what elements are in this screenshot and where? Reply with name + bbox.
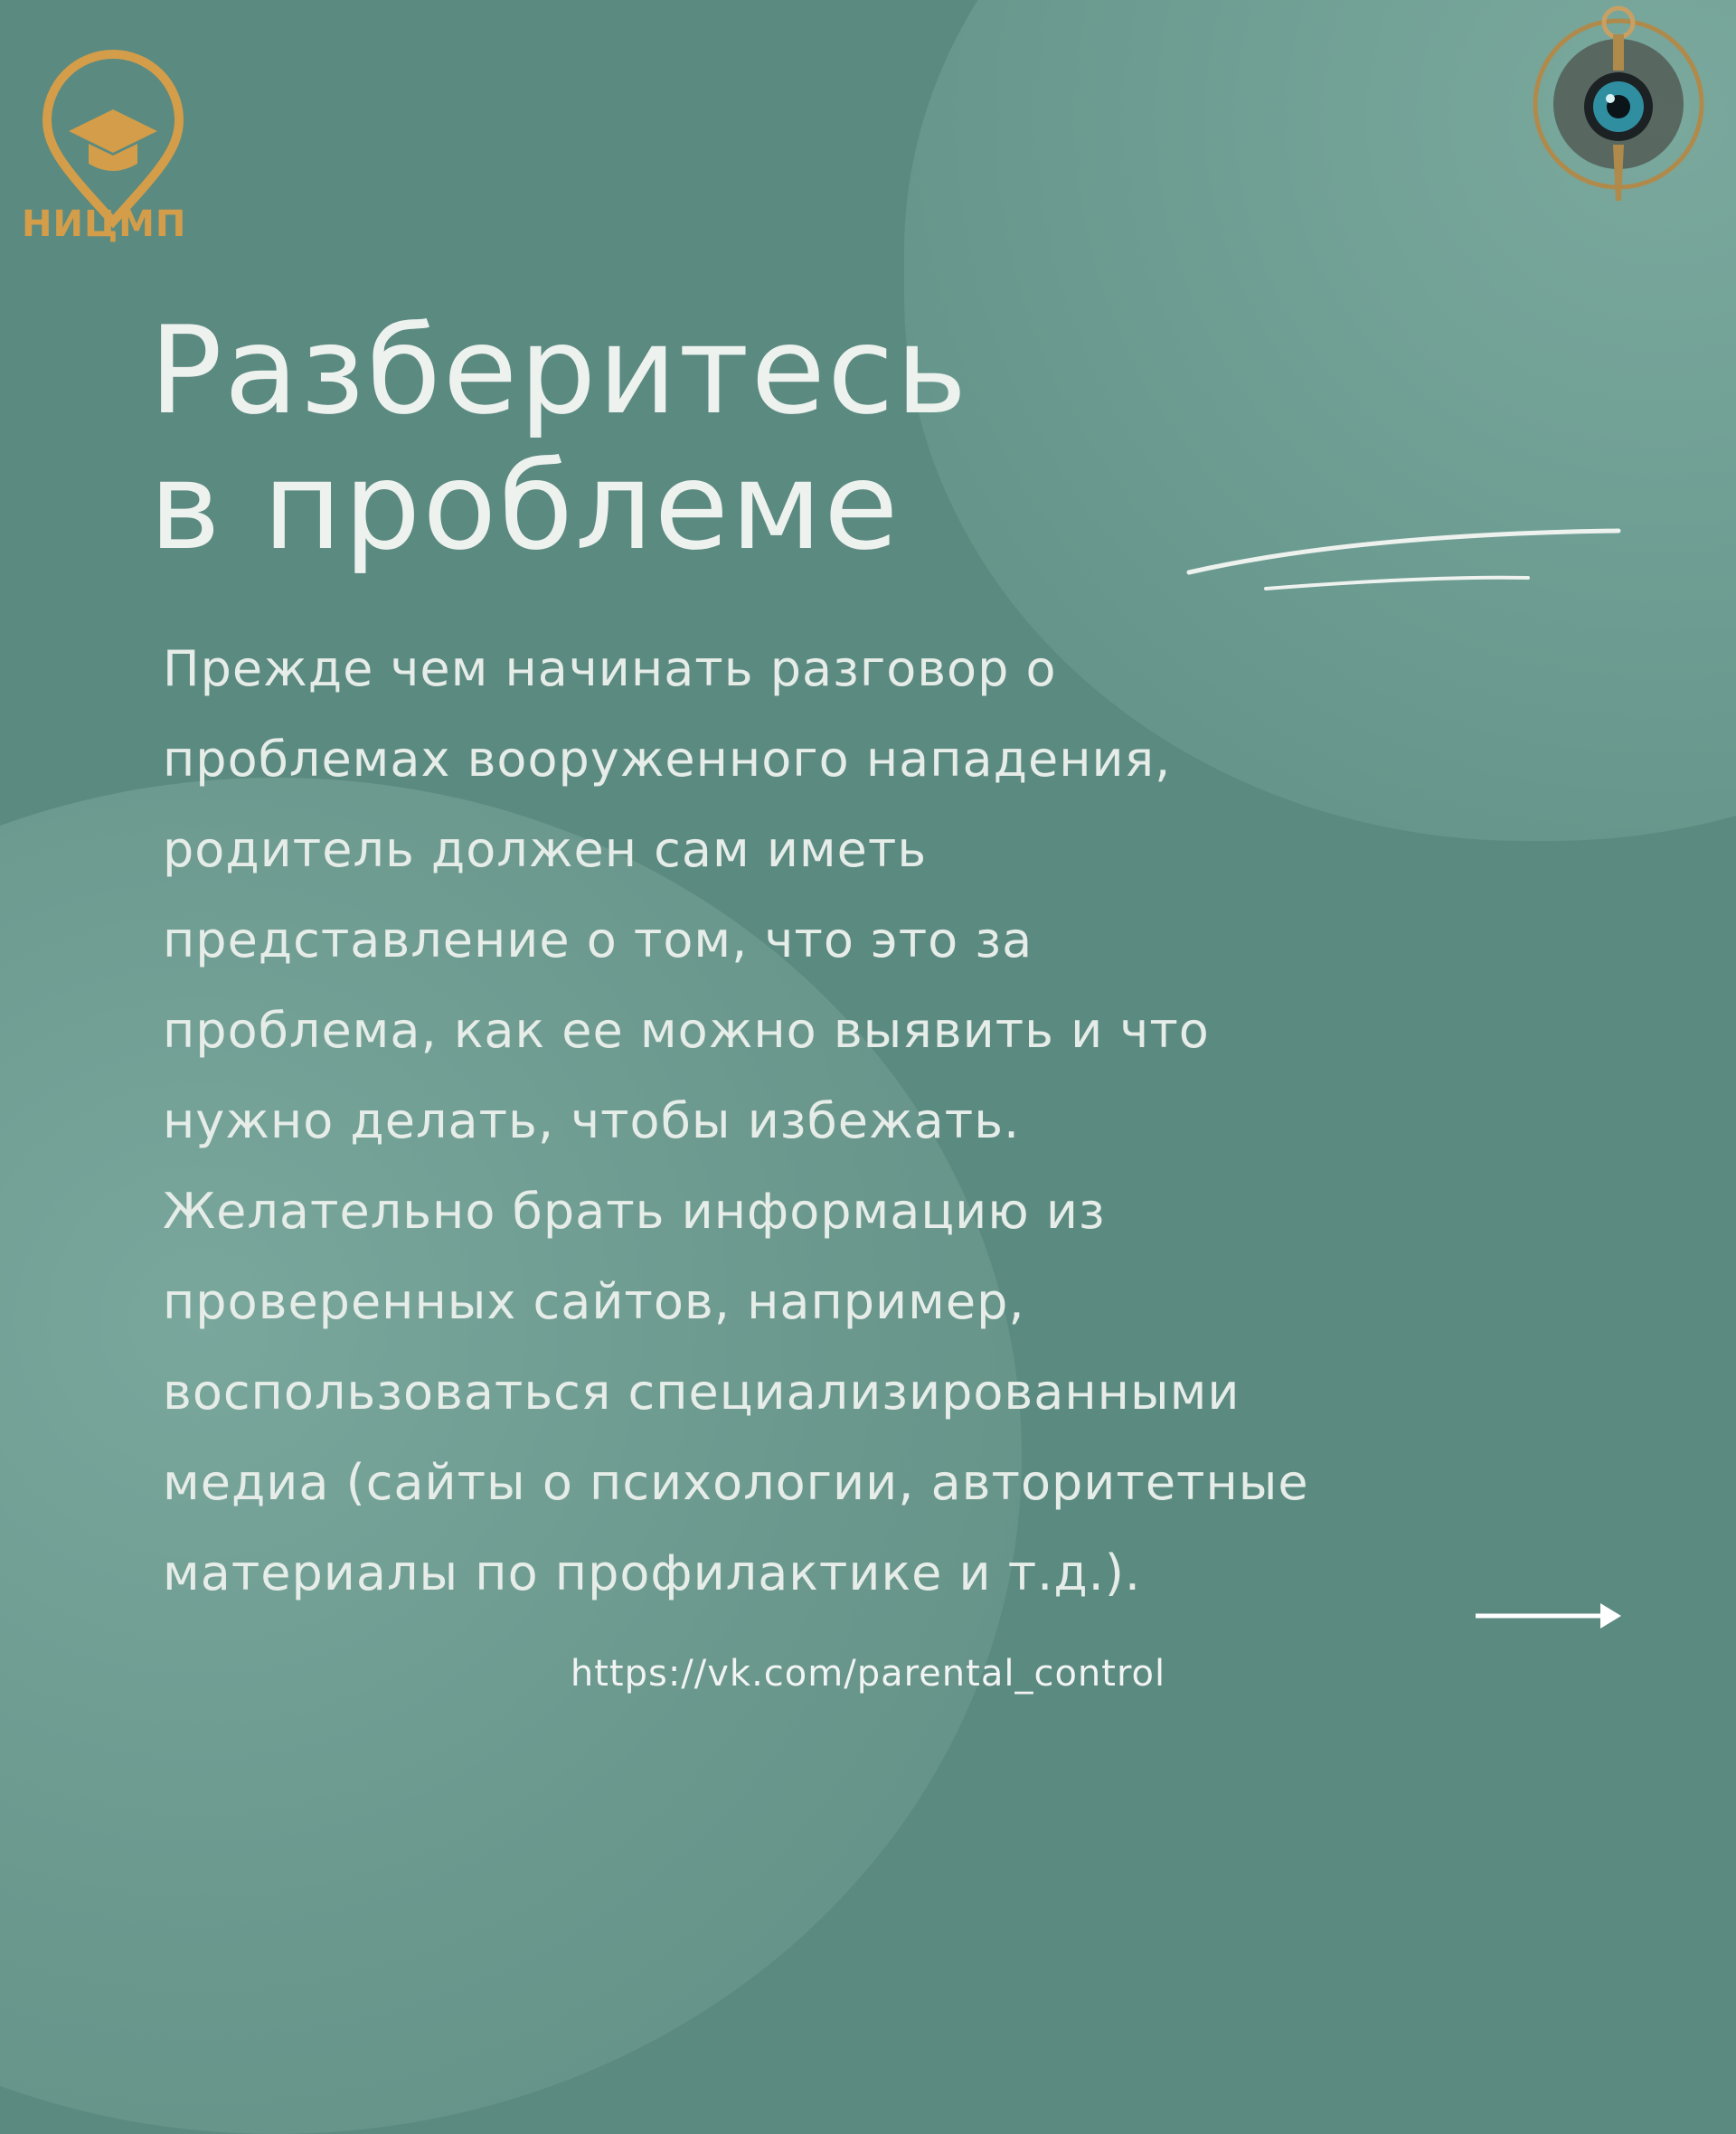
body-line: представление о том, что это за xyxy=(163,911,1033,968)
eye-keyhole-emblem-icon xyxy=(1519,0,1727,217)
logo-text: НИЦМП xyxy=(22,203,187,245)
body-line: воспользоваться специализированными xyxy=(163,1364,1241,1421)
arrow-right-icon[interactable] xyxy=(1474,1596,1623,1636)
body-line: проверенных сайтов, например, xyxy=(163,1273,1025,1330)
body-line: Прежде чем начинать разговор о xyxy=(163,640,1057,697)
body-line: проблема, как ее можно выявить и что xyxy=(163,1002,1210,1059)
body-line: медиа (сайты о психологии, авторитетные xyxy=(163,1454,1309,1511)
body-line: Желательно брать информацию из xyxy=(163,1183,1106,1240)
title-line-1: Разберитесь xyxy=(149,300,969,441)
decorative-strokes xyxy=(1175,520,1628,592)
page-title xyxy=(149,300,969,577)
body-line: нужно делать, чтобы избежать. xyxy=(163,1092,1021,1149)
title-line-2: в проблеме xyxy=(149,436,901,577)
body-line: материалы по профилактике и т.д.). xyxy=(163,1544,1142,1601)
body-line: проблемах вооруженного нападения, xyxy=(163,731,1172,788)
source-url-link[interactable]: https://vk.com/parental_control xyxy=(570,1653,1166,1695)
body-text xyxy=(163,624,1609,1619)
body-line: родитель должен сам иметь xyxy=(163,821,928,878)
